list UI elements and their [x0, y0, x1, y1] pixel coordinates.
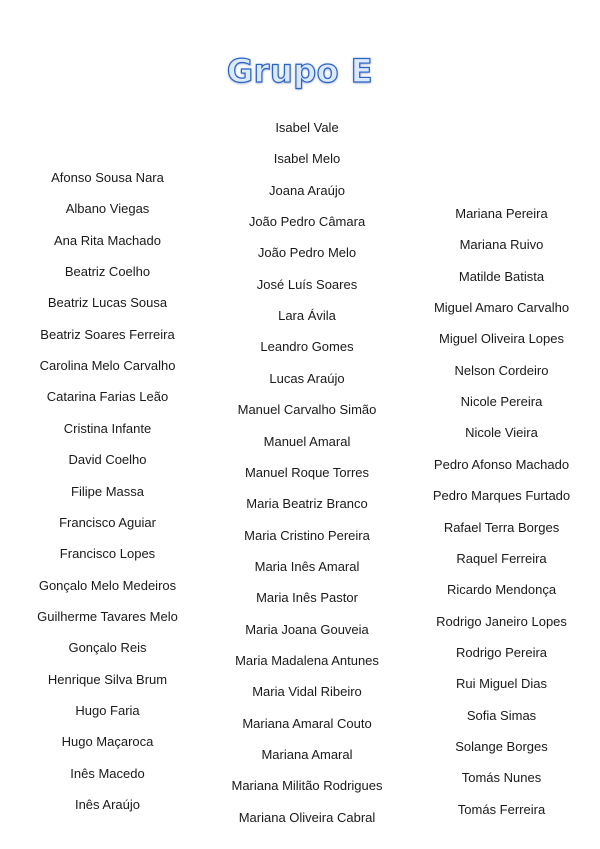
- list-item: Afonso Sousa Nara: [51, 170, 164, 185]
- list-item: João Pedro Melo: [257, 245, 357, 261]
- list-item: Lara Ávila: [278, 308, 336, 324]
- list-item: Sofia Simas: [466, 707, 537, 723]
- list-item: Isabel Melo: [273, 151, 341, 167]
- list-item: Tomás Ferreira: [457, 801, 546, 817]
- list-item: Inês Macedo: [70, 765, 145, 781]
- list-item: Maria Cristino Pereira: [244, 527, 370, 543]
- list-item: Henrique Silva Brum: [47, 671, 168, 687]
- list-item: Mariana Pereira: [455, 206, 548, 221]
- list-item: Gonçalo Melo Medeiros: [38, 577, 177, 593]
- list-item: Ricardo Mendonça: [446, 582, 557, 598]
- list-item: Maria Inês Pastor: [256, 590, 358, 606]
- list-item: Maria Madalena Antunes: [235, 652, 379, 668]
- list-item: Maria Joana Gouveia: [245, 621, 369, 637]
- list-item: Rodrigo Janeiro Lopes: [436, 613, 567, 629]
- list-item: Guilherme Tavares Melo: [37, 608, 178, 624]
- list-item: Filipe Massa: [71, 483, 144, 499]
- list-item: Beatriz Lucas Sousa: [47, 295, 168, 311]
- list-item: Miguel Amaro Carvalho: [433, 300, 570, 316]
- list-item: Manuel Carvalho Simão: [237, 402, 377, 418]
- list-item: Gonçalo Reis: [68, 640, 147, 656]
- list-item: Maria Inês Amaral: [254, 558, 360, 574]
- list-item: Beatriz Coelho: [64, 264, 151, 280]
- list-item: Nicole Vieira: [465, 425, 538, 441]
- list-item: Miguel Oliveira Lopes: [438, 331, 564, 347]
- list-item: Ana Rita Machado: [54, 232, 161, 248]
- list-item: Carolina Melo Carvalho: [39, 358, 176, 374]
- list-item: Nicole Pereira: [460, 394, 543, 410]
- list-item: Mariana Ruivo: [459, 237, 544, 253]
- list-item: Hugo Faria: [75, 702, 140, 718]
- list-item: Maria Vidal Ribeiro: [252, 684, 362, 700]
- list-item: David Coelho: [68, 452, 147, 468]
- list-item: Joana Araújo: [269, 182, 345, 198]
- list-item: Francisco Lopes: [59, 546, 156, 562]
- list-item: Mariana Militão Rodrigues: [231, 778, 383, 794]
- list-item: Mariana Amaral: [261, 747, 353, 762]
- list-item: Lucas Araújo: [269, 370, 345, 386]
- list-item: Pedro Afonso Machado: [433, 456, 570, 472]
- list-item: Matilde Batista: [458, 268, 545, 284]
- list-item: Hugo Maçaroca: [61, 734, 154, 750]
- list-item: Albano Viegas: [65, 201, 150, 217]
- list-item: Leandro Gomes: [260, 339, 354, 355]
- list-item: Beatriz Soares Ferreira: [40, 326, 175, 342]
- list-item: Nelson Cordeiro: [454, 362, 549, 378]
- list-item: Francisco Aguiar: [59, 514, 156, 530]
- list-item: Catarina Farias Leão: [46, 389, 169, 405]
- list-item: Mariana Amaral Couto: [242, 715, 372, 731]
- list-item: Manuel Roque Torres: [244, 464, 370, 480]
- list-item: Maria Beatriz Branco: [246, 496, 368, 512]
- list-item: Tomás Nunes: [461, 770, 542, 786]
- list-item: João Pedro Câmara: [248, 214, 366, 230]
- list-item: José Luís Soares: [256, 276, 358, 292]
- list-item: Rafael Terra Borges: [443, 519, 560, 535]
- list-item: Raquel Ferreira: [456, 550, 547, 566]
- list-item: Solange Borges: [455, 738, 548, 754]
- list-item: Mariana Oliveira Cabral: [238, 809, 376, 825]
- list-item: Manuel Amaral: [263, 433, 351, 449]
- list-item: Rodrigo Pereira: [455, 644, 548, 660]
- page-title: Grupo E: [226, 52, 374, 91]
- list-item: Isabel Vale: [275, 120, 339, 135]
- list-item: Cristina Infante: [63, 420, 152, 436]
- list-item: Inês Araújo: [74, 797, 141, 812]
- list-item: Rui Miguel Dias: [455, 676, 548, 692]
- list-item: Pedro Marques Furtado: [432, 488, 571, 504]
